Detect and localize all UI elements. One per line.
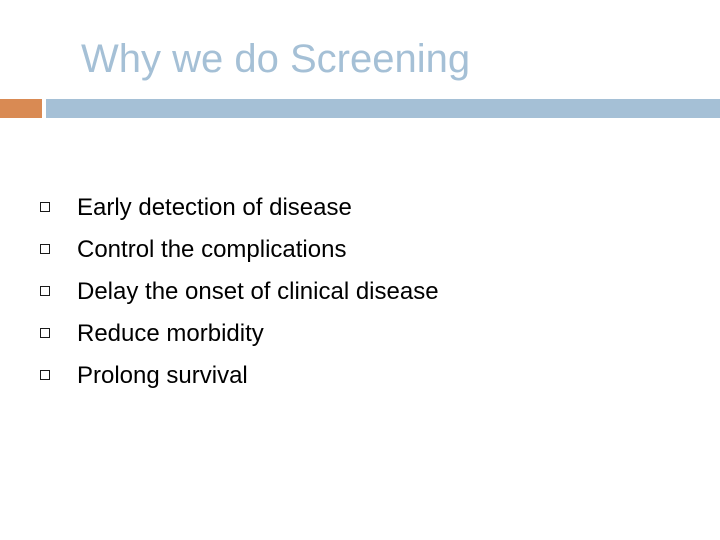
slide-title: Why we do Screening	[81, 37, 471, 81]
square-bullet-icon	[40, 244, 50, 254]
bullet-text: Reduce morbidity	[77, 320, 264, 347]
square-bullet-icon	[40, 370, 50, 380]
title-divider-bar	[46, 99, 720, 118]
bullet-text: Control the complications	[77, 236, 347, 263]
bullet-text: Early detection of disease	[77, 194, 352, 221]
title-accent-bar	[0, 99, 42, 118]
square-bullet-icon	[40, 328, 50, 338]
bullet-text: Prolong survival	[77, 362, 248, 389]
square-bullet-icon	[40, 202, 50, 212]
bullet-text: Delay the onset of clinical disease	[77, 278, 439, 305]
square-bullet-icon	[40, 286, 50, 296]
